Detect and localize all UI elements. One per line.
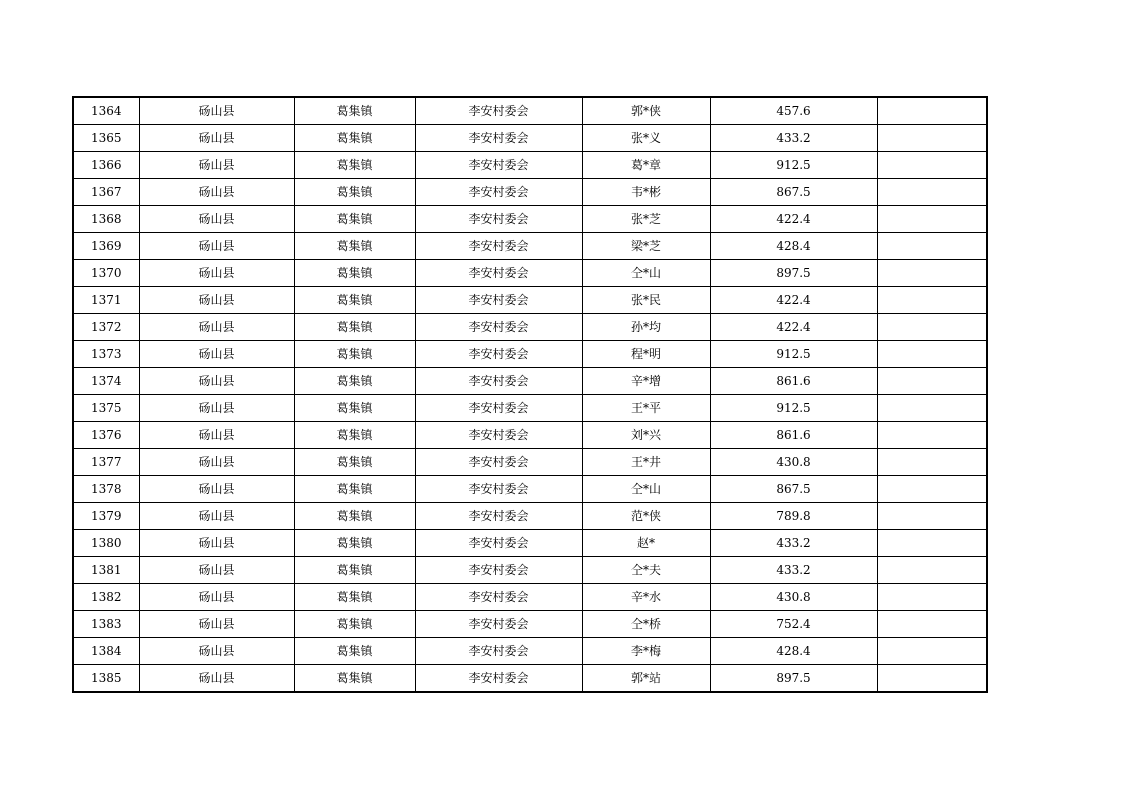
cell-county: 砀山县 (139, 638, 294, 665)
cell-note (877, 314, 987, 341)
cell-no: 1378 (73, 476, 139, 503)
cell-county: 砀山县 (139, 665, 294, 693)
cell-note (877, 611, 987, 638)
table-row (73, 557, 987, 584)
cell-amount: 433.2 (710, 125, 877, 152)
cell-amount: 422.4 (710, 314, 877, 341)
cell-town: 葛集镇 (294, 206, 415, 233)
cell-county: 砀山县 (139, 395, 294, 422)
cell-no: 1375 (73, 395, 139, 422)
cell-county: 砀山县 (139, 152, 294, 179)
cell-no: 1385 (73, 665, 139, 693)
cell-name: 赵* (582, 530, 710, 557)
cell-village: 李安村委会 (415, 449, 582, 476)
cell-village: 李安村委会 (415, 638, 582, 665)
cell-no: 1366 (73, 152, 139, 179)
cell-county: 砀山县 (139, 557, 294, 584)
cell-village: 李安村委会 (415, 530, 582, 557)
cell-name: 仝*夫 (582, 557, 710, 584)
cell-village: 李安村委会 (415, 341, 582, 368)
cell-village: 李安村委会 (415, 368, 582, 395)
cell-amount: 861.6 (710, 422, 877, 449)
cell-no: 1364 (73, 97, 139, 125)
cell-note (877, 206, 987, 233)
cell-village: 李安村委会 (415, 557, 582, 584)
cell-village: 李安村委会 (415, 422, 582, 449)
cell-amount: 430.8 (710, 584, 877, 611)
table-row (73, 503, 987, 530)
cell-town: 葛集镇 (294, 611, 415, 638)
cell-county: 砀山县 (139, 314, 294, 341)
cell-village: 李安村委会 (415, 152, 582, 179)
cell-amount: 897.5 (710, 665, 877, 693)
cell-name: 张*义 (582, 125, 710, 152)
cell-no: 1382 (73, 584, 139, 611)
cell-name: 辛*水 (582, 584, 710, 611)
cell-county: 砀山县 (139, 503, 294, 530)
cell-no: 1379 (73, 503, 139, 530)
cell-name: 仝*山 (582, 260, 710, 287)
cell-note (877, 503, 987, 530)
cell-town: 葛集镇 (294, 125, 415, 152)
cell-town: 葛集镇 (294, 449, 415, 476)
cell-no: 1365 (73, 125, 139, 152)
table-row (73, 97, 987, 125)
cell-note (877, 395, 987, 422)
cell-village: 李安村委会 (415, 97, 582, 125)
cell-name: 王*平 (582, 395, 710, 422)
cell-no: 1377 (73, 449, 139, 476)
cell-town: 葛集镇 (294, 287, 415, 314)
cell-name: 仝*桥 (582, 611, 710, 638)
cell-town: 葛集镇 (294, 314, 415, 341)
cell-amount: 867.5 (710, 476, 877, 503)
cell-name: 张*民 (582, 287, 710, 314)
cell-note (877, 97, 987, 125)
cell-village: 李安村委会 (415, 125, 582, 152)
cell-name: 张*芝 (582, 206, 710, 233)
table-row (73, 125, 987, 152)
cell-county: 砀山县 (139, 179, 294, 206)
cell-village: 李安村委会 (415, 287, 582, 314)
table-row (73, 179, 987, 206)
cell-amount: 433.2 (710, 557, 877, 584)
cell-town: 葛集镇 (294, 638, 415, 665)
cell-county: 砀山县 (139, 530, 294, 557)
cell-note (877, 287, 987, 314)
cell-county: 砀山县 (139, 287, 294, 314)
cell-name: 梁*芝 (582, 233, 710, 260)
cell-county: 砀山县 (139, 206, 294, 233)
table-row (73, 665, 987, 693)
cell-no: 1381 (73, 557, 139, 584)
cell-note (877, 557, 987, 584)
table-row (73, 233, 987, 260)
table-row (73, 638, 987, 665)
cell-amount: 861.6 (710, 368, 877, 395)
table-row (73, 530, 987, 557)
cell-village: 李安村委会 (415, 179, 582, 206)
cell-note (877, 476, 987, 503)
cell-amount: 912.5 (710, 395, 877, 422)
cell-town: 葛集镇 (294, 422, 415, 449)
cell-no: 1373 (73, 341, 139, 368)
cell-county: 砀山县 (139, 449, 294, 476)
cell-note (877, 449, 987, 476)
cell-amount: 789.8 (710, 503, 877, 530)
cell-name: 孙*均 (582, 314, 710, 341)
cell-town: 葛集镇 (294, 97, 415, 125)
table-row (73, 260, 987, 287)
cell-town: 葛集镇 (294, 368, 415, 395)
cell-no: 1370 (73, 260, 139, 287)
cell-county: 砀山县 (139, 125, 294, 152)
cell-village: 李安村委会 (415, 260, 582, 287)
cell-county: 砀山县 (139, 341, 294, 368)
cell-county: 砀山县 (139, 233, 294, 260)
cell-name: 仝*山 (582, 476, 710, 503)
cell-name: 刘*兴 (582, 422, 710, 449)
cell-county: 砀山县 (139, 584, 294, 611)
cell-note (877, 233, 987, 260)
cell-amount: 912.5 (710, 341, 877, 368)
cell-no: 1374 (73, 368, 139, 395)
cell-note (877, 125, 987, 152)
cell-town: 葛集镇 (294, 341, 415, 368)
table-row (73, 611, 987, 638)
cell-amount: 422.4 (710, 206, 877, 233)
cell-village: 李安村委会 (415, 476, 582, 503)
cell-village: 李安村委会 (415, 611, 582, 638)
cell-name: 韦*彬 (582, 179, 710, 206)
cell-amount: 422.4 (710, 287, 877, 314)
cell-name: 王*井 (582, 449, 710, 476)
table-row (73, 341, 987, 368)
table-row (73, 206, 987, 233)
cell-town: 葛集镇 (294, 476, 415, 503)
cell-village: 李安村委会 (415, 665, 582, 693)
cell-amount: 433.2 (710, 530, 877, 557)
document-page (72, 96, 986, 693)
cell-name: 程*明 (582, 341, 710, 368)
table-row (73, 314, 987, 341)
cell-county: 砀山县 (139, 97, 294, 125)
cell-county: 砀山县 (139, 368, 294, 395)
cell-name: 辛*增 (582, 368, 710, 395)
cell-amount: 457.6 (710, 97, 877, 125)
cell-no: 1376 (73, 422, 139, 449)
cell-no: 1383 (73, 611, 139, 638)
cell-town: 葛集镇 (294, 557, 415, 584)
cell-town: 葛集镇 (294, 665, 415, 693)
table-row (73, 422, 987, 449)
cell-village: 李安村委会 (415, 233, 582, 260)
cell-no: 1368 (73, 206, 139, 233)
cell-name: 李*梅 (582, 638, 710, 665)
cell-name: 范*侠 (582, 503, 710, 530)
cell-town: 葛集镇 (294, 179, 415, 206)
cell-village: 李安村委会 (415, 503, 582, 530)
cell-name: 葛*章 (582, 152, 710, 179)
cell-town: 葛集镇 (294, 260, 415, 287)
cell-note (877, 179, 987, 206)
table-row (73, 476, 987, 503)
cell-county: 砀山县 (139, 611, 294, 638)
cell-town: 葛集镇 (294, 395, 415, 422)
cell-note (877, 152, 987, 179)
cell-note (877, 638, 987, 665)
cell-town: 葛集镇 (294, 233, 415, 260)
cell-amount: 752.4 (710, 611, 877, 638)
table-row (73, 584, 987, 611)
cell-town: 葛集镇 (294, 152, 415, 179)
cell-no: 1371 (73, 287, 139, 314)
table-body (73, 97, 987, 692)
table-row (73, 152, 987, 179)
cell-no: 1369 (73, 233, 139, 260)
cell-amount: 912.5 (710, 152, 877, 179)
table-row (73, 368, 987, 395)
cell-county: 砀山县 (139, 476, 294, 503)
cell-note (877, 260, 987, 287)
cell-village: 李安村委会 (415, 395, 582, 422)
cell-no: 1384 (73, 638, 139, 665)
cell-note (877, 422, 987, 449)
cell-village: 李安村委会 (415, 314, 582, 341)
cell-note (877, 368, 987, 395)
table-row (73, 449, 987, 476)
cell-town: 葛集镇 (294, 584, 415, 611)
cell-note (877, 584, 987, 611)
cell-note (877, 341, 987, 368)
cell-village: 李安村委会 (415, 206, 582, 233)
cell-name: 郭*侠 (582, 97, 710, 125)
cell-no: 1380 (73, 530, 139, 557)
cell-county: 砀山县 (139, 422, 294, 449)
cell-note (877, 530, 987, 557)
table-row (73, 395, 987, 422)
cell-amount: 867.5 (710, 179, 877, 206)
cell-town: 葛集镇 (294, 503, 415, 530)
cell-amount: 428.4 (710, 233, 877, 260)
cell-amount: 430.8 (710, 449, 877, 476)
cell-town: 葛集镇 (294, 530, 415, 557)
cell-name: 郭*站 (582, 665, 710, 693)
cell-village: 李安村委会 (415, 584, 582, 611)
cell-note (877, 665, 987, 693)
cell-no: 1367 (73, 179, 139, 206)
cell-amount: 897.5 (710, 260, 877, 287)
cell-amount: 428.4 (710, 638, 877, 665)
table-row (73, 287, 987, 314)
cell-county: 砀山县 (139, 260, 294, 287)
cell-no: 1372 (73, 314, 139, 341)
data-table (72, 96, 988, 693)
